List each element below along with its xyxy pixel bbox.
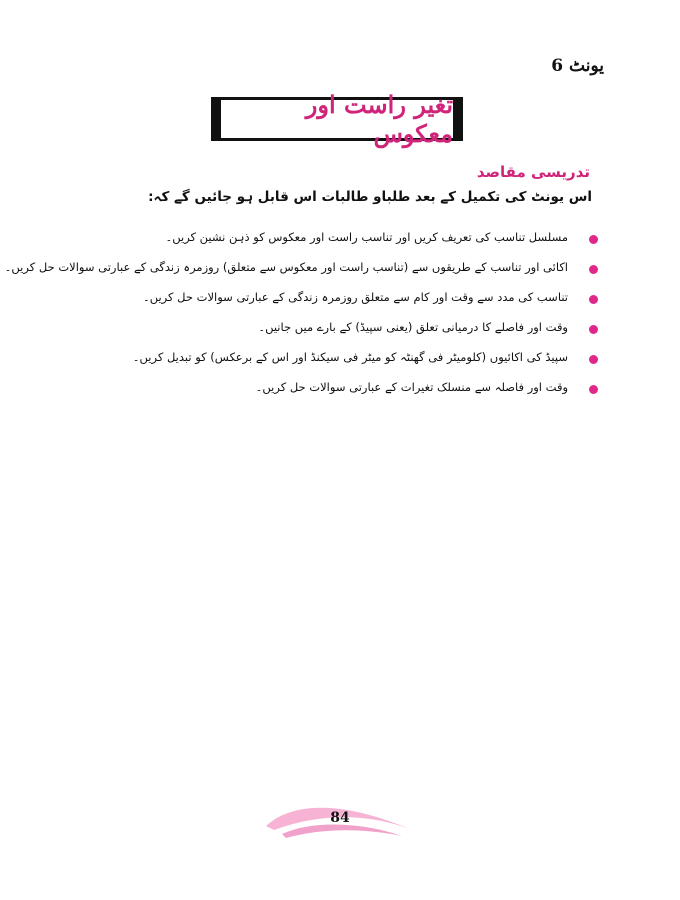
list-item bbox=[0, 316, 680, 346]
objectives-list bbox=[0, 226, 680, 406]
list-item bbox=[0, 226, 680, 256]
intro-text: اس یونٹ کی تکمیل کے بعد طلباو طالبات اس قابل ہو جائیں گے کہ: bbox=[148, 189, 592, 205]
objective-text: تناسب کی مدد سے وقت اور کام سے متعلق روزمرہ زندگی کے عبارتی سوالات حل کریں۔ bbox=[142, 290, 568, 304]
bullet-icon bbox=[589, 355, 598, 364]
list-item bbox=[0, 256, 680, 286]
list-item bbox=[0, 376, 680, 406]
objective-text: وقت اور فاصلہ سے منسلک تغیرات کے عبارتی سوالات حل کریں۔ bbox=[255, 380, 568, 394]
section-heading: تدریسی مقاصد bbox=[476, 163, 590, 181]
objective-text: مسلسل تناسب کی تعریف کریں اور تناسب راست اور معکوس کو ذہن نشین کریں۔ bbox=[165, 230, 568, 244]
bullet-icon bbox=[589, 265, 598, 274]
objective-text: اکائی اور تناسب کے طریقوں سے (تناسب راست اور معکوس سے متعلق) روزمرہ زندگی کے عبارتی سوالات حل کریں۔ bbox=[4, 260, 568, 274]
bullet-icon bbox=[589, 385, 598, 394]
page-title: تغیر راست اور معکوس bbox=[305, 90, 453, 148]
list-item bbox=[0, 286, 680, 316]
title-box bbox=[218, 90, 456, 148]
bullet-icon bbox=[589, 325, 598, 334]
page-number: 84 bbox=[330, 810, 350, 826]
objective-text: سپیڈ کی اکائیوں (کلومیٹر فی گھنٹہ کو میٹر فی سیکنڈ اور اس کے برعکس) کو تبدیل کریں۔ bbox=[132, 350, 568, 364]
bullet-icon bbox=[589, 235, 598, 244]
list-item bbox=[0, 346, 680, 376]
objective-text: وقت اور فاصلے کا درمیانی تعلق (یعنی سپیڈ) کے بارے میں جانیں۔ bbox=[258, 320, 568, 334]
unit-label: یونٹ 6 bbox=[551, 56, 604, 76]
bullet-icon bbox=[589, 295, 598, 304]
